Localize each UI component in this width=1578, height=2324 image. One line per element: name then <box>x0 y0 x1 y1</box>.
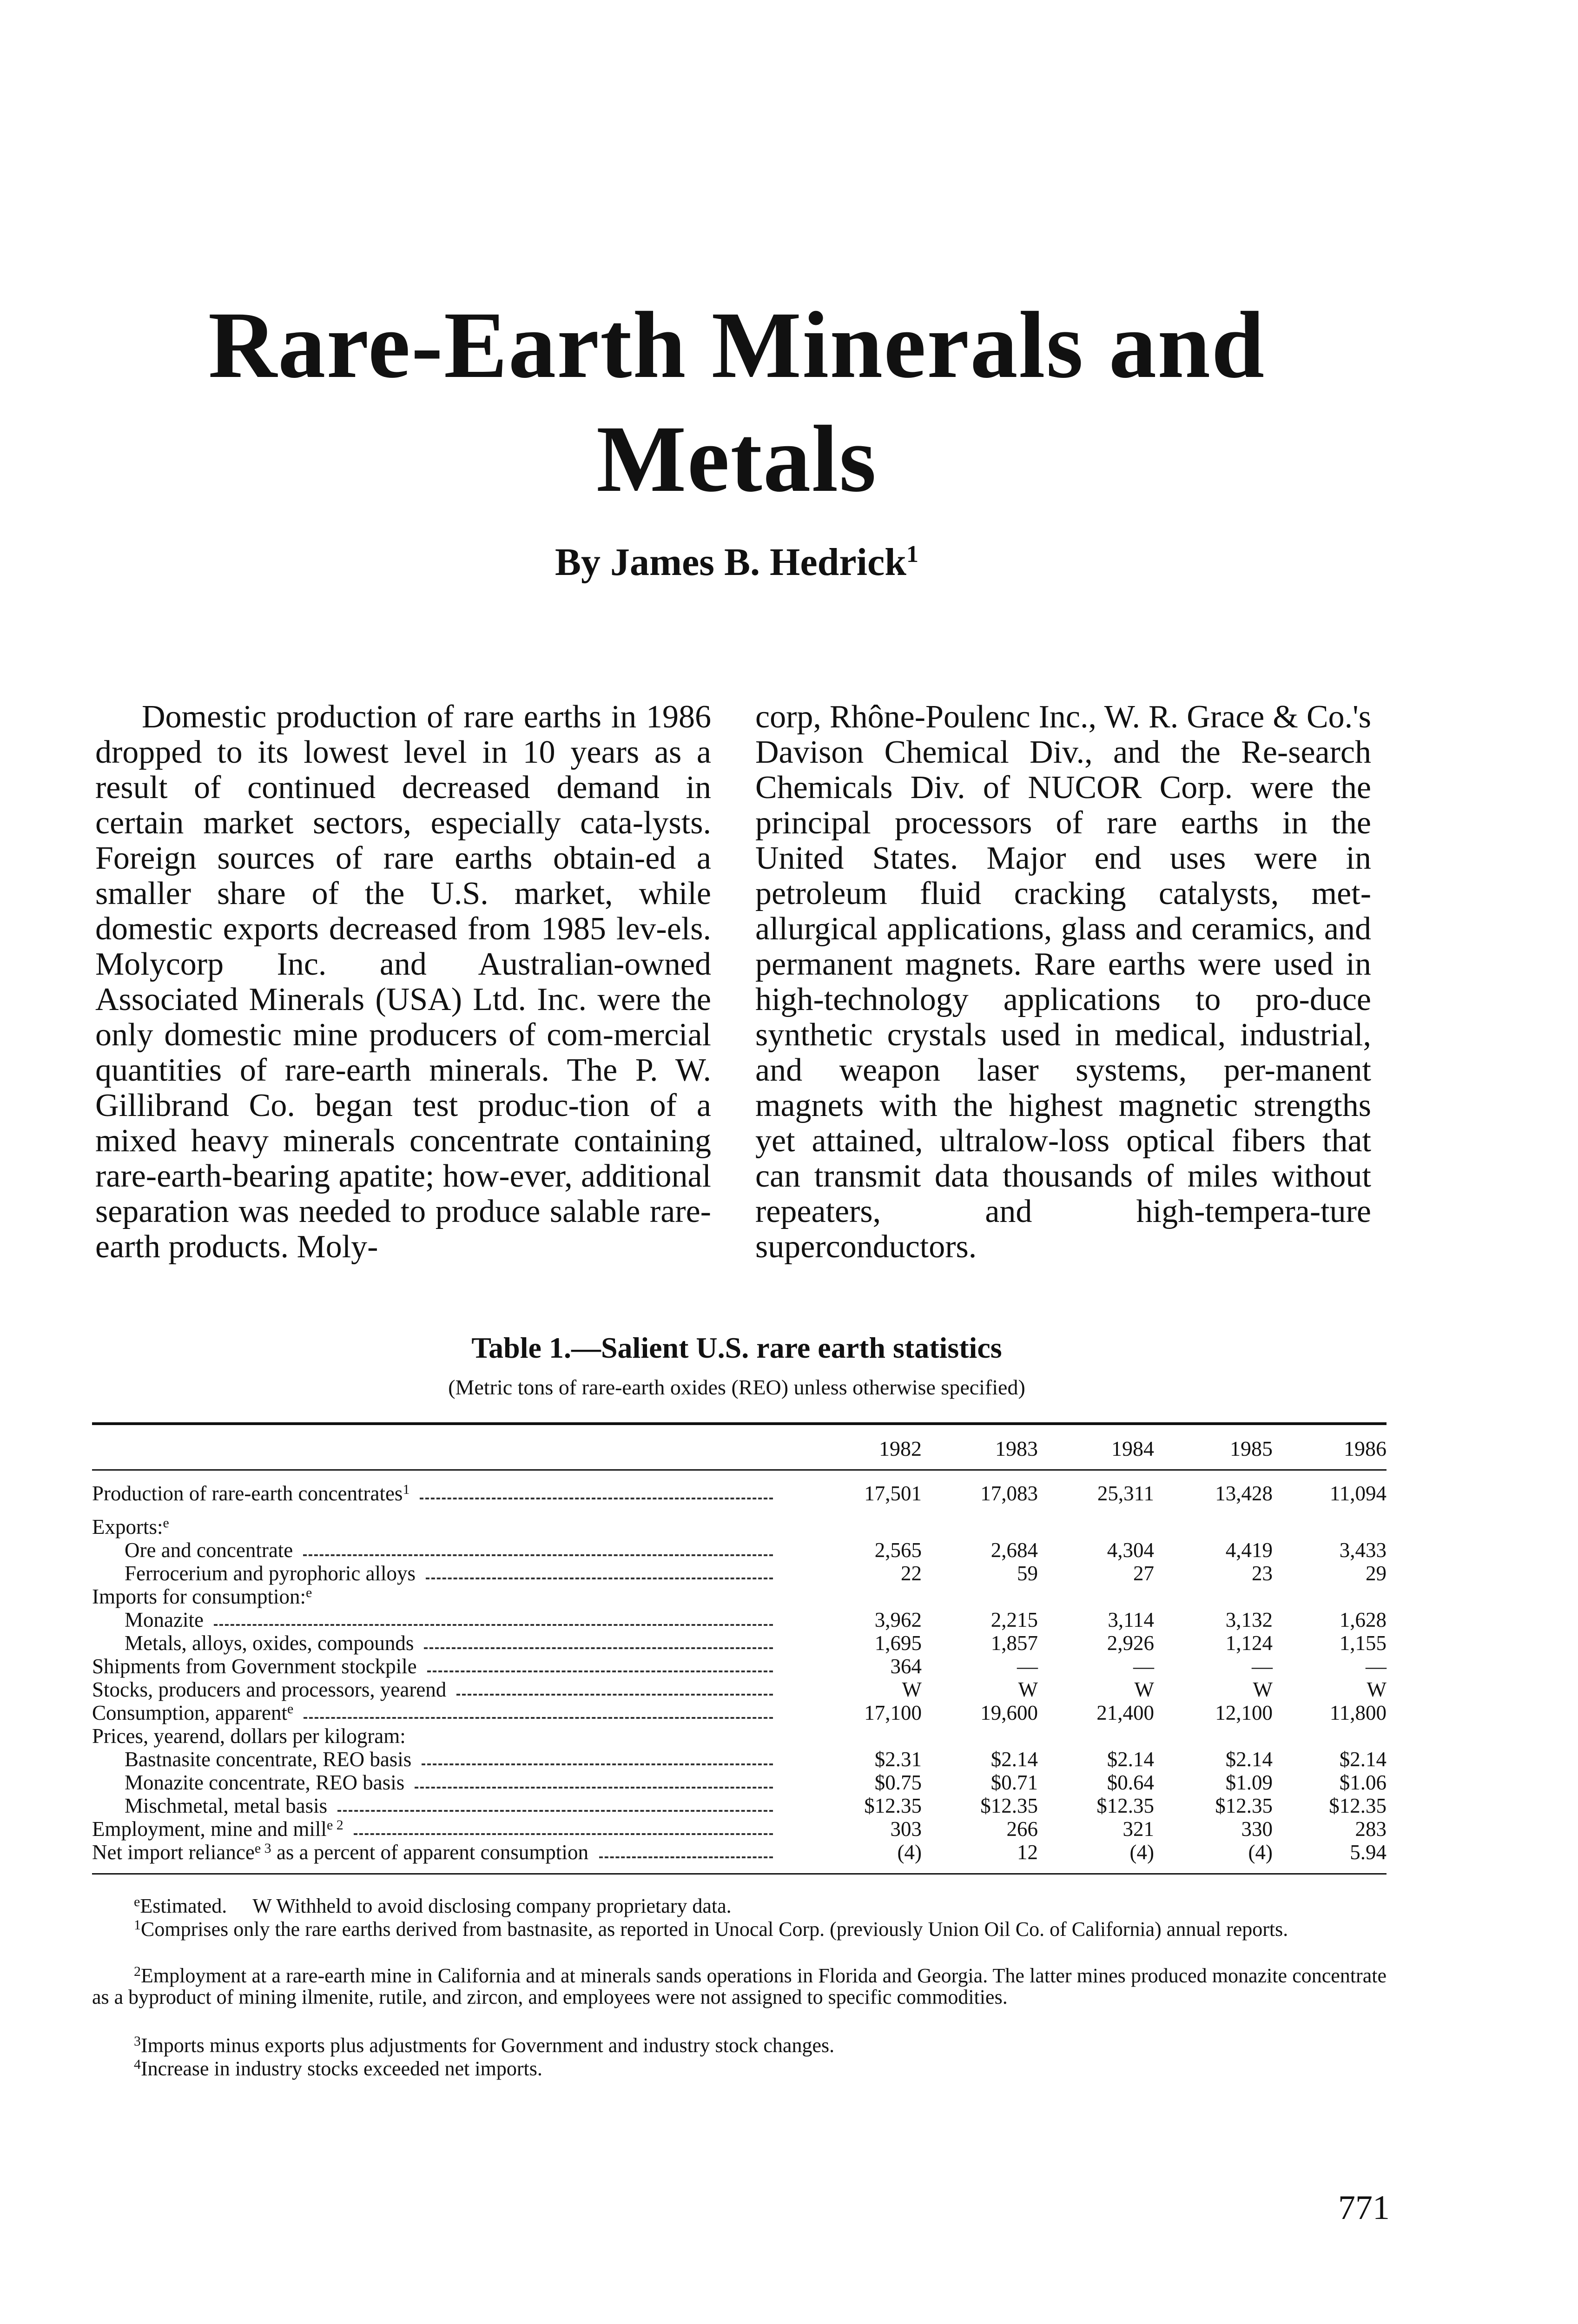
row-label-footnote-mark: e 2 <box>326 1817 343 1833</box>
table-cell: 1,857 <box>990 1631 1038 1655</box>
table-cell: W <box>902 1678 922 1701</box>
table-row <box>92 1701 1387 1724</box>
row-leader <box>424 1647 773 1649</box>
table-cell: W <box>1253 1678 1273 1701</box>
table-cell: W <box>1134 1678 1154 1701</box>
table-cell: 2,684 <box>990 1538 1038 1562</box>
table-cell: $1.09 <box>1225 1771 1273 1794</box>
table-cell: $2.31 <box>874 1748 922 1771</box>
row-leader <box>427 1670 773 1672</box>
row-leader <box>426 1578 773 1579</box>
table-cell: 3,962 <box>874 1608 922 1631</box>
table-cell: 1,695 <box>874 1631 922 1655</box>
table-row <box>92 1794 1387 1817</box>
table-cell: 17,100 <box>864 1701 922 1724</box>
footnote-text: W Withheld to avoid disclosing company proprietary data. <box>252 1895 732 1917</box>
row-label-text: Bastnasite concentrate, REO basis <box>125 1748 412 1771</box>
table-cell: $1.06 <box>1339 1771 1387 1794</box>
row-label <box>92 1655 778 1678</box>
footnote-estimated <box>92 1895 1387 1917</box>
author-byline <box>0 539 1473 586</box>
table-cell: $0.64 <box>1107 1771 1154 1794</box>
table-cell: — <box>1252 1655 1273 1678</box>
table-cell: $0.75 <box>874 1771 922 1794</box>
row-label-text: Mischmetal, metal basis <box>125 1794 328 1817</box>
table-cell: 59 <box>1017 1562 1038 1585</box>
table-header-year: 1985 <box>1230 1437 1273 1460</box>
row-label <box>92 1562 778 1585</box>
footnote-text: Comprises only the rare earths derived from bastnasite, as reported in Unocal Corp. (previously Union Oil Co. of California) annual reports. <box>141 1918 1288 1941</box>
table-cell: 19,600 <box>980 1701 1038 1724</box>
row-label-text: Stocks, producers and processors, yearend <box>92 1678 447 1701</box>
table-row <box>92 1771 1387 1794</box>
table-top-rule <box>92 1422 1387 1425</box>
table-cell: 11,094 <box>1329 1482 1387 1505</box>
table-cell: 330 <box>1241 1817 1273 1841</box>
row-label-text: Employment, mine and mill <box>92 1817 327 1841</box>
row-label-text: Monazite <box>125 1608 204 1631</box>
table-cell: 17,083 <box>980 1482 1038 1505</box>
row-leader <box>304 1717 773 1719</box>
table-cell: $12.35 <box>1329 1794 1387 1817</box>
table-cell: 364 <box>890 1655 922 1678</box>
row-leader <box>354 1833 773 1835</box>
table-row <box>92 1724 1387 1748</box>
table-header-year: 1982 <box>879 1437 922 1460</box>
footnote-3 <box>92 2035 1387 2056</box>
table-cell: $12.35 <box>980 1794 1038 1817</box>
row-label <box>92 1538 778 1562</box>
row-leader <box>214 1624 773 1626</box>
row-leader <box>420 1498 773 1499</box>
table-cell: 25,311 <box>1097 1482 1154 1505</box>
table-cell: 1,155 <box>1339 1631 1387 1655</box>
row-label <box>92 1817 778 1841</box>
table-cell: (4) <box>897 1841 922 1864</box>
table-row <box>92 1562 1387 1585</box>
table-cell: $12.35 <box>1096 1794 1154 1817</box>
table-cell: 266 <box>1006 1817 1038 1841</box>
row-label <box>92 1515 778 1538</box>
footnote-mark: 2 <box>134 1964 141 1979</box>
author-name: By James B. Hedrick <box>555 541 906 584</box>
row-label-text: Monazite concentrate, REO basis <box>125 1771 405 1794</box>
table-cell: 13,428 <box>1215 1482 1273 1505</box>
footnote-text: Estimated. <box>140 1895 227 1917</box>
table-row <box>92 1482 1387 1505</box>
row-label <box>92 1724 778 1748</box>
table-cell: 3,132 <box>1225 1608 1273 1631</box>
table-cell: (4) <box>1129 1841 1154 1864</box>
row-label-text: Net import reliance <box>92 1841 255 1864</box>
table-cell: W <box>1367 1678 1387 1701</box>
table-cell: 2,926 <box>1107 1631 1154 1655</box>
table-cell: $12.35 <box>1215 1794 1273 1817</box>
table-bottom-rule <box>92 1873 1387 1875</box>
table-cell: $0.71 <box>990 1771 1038 1794</box>
table-cell: 4,419 <box>1225 1538 1273 1562</box>
row-label <box>92 1678 778 1701</box>
footnote-4 <box>92 2058 1387 2080</box>
row-leader <box>415 1787 773 1789</box>
table-cell: 27 <box>1133 1562 1154 1585</box>
table-row <box>92 1515 1387 1538</box>
table-cell: 12,100 <box>1215 1701 1273 1724</box>
row-label-footnote-mark: e <box>305 1585 312 1600</box>
table-row <box>92 1538 1387 1562</box>
table-cell: — <box>1017 1655 1038 1678</box>
footnote-text: Increase in industry stocks exceeded net imports. <box>141 2057 542 2080</box>
table-cell: $12.35 <box>864 1794 922 1817</box>
table-cell: 29 <box>1366 1562 1387 1585</box>
table-row <box>92 1631 1387 1655</box>
table-row <box>92 1655 1387 1678</box>
table-cell: $2.14 <box>1225 1748 1273 1771</box>
row-label-text: Exports: <box>92 1515 163 1538</box>
table-row <box>92 1608 1387 1631</box>
row-label-footnote-mark: 1 <box>403 1482 410 1497</box>
row-label-text: Prices, yearend, dollars per kilogram: <box>92 1724 406 1748</box>
row-label-footnote-mark: e 3 <box>254 1841 271 1856</box>
table-row <box>92 1585 1387 1608</box>
table-cell: 2,565 <box>874 1538 922 1562</box>
table-cell: W <box>1018 1678 1038 1701</box>
row-label <box>92 1631 778 1655</box>
table-cell: 3,433 <box>1339 1538 1387 1562</box>
row-label-text: Consumption, apparent <box>92 1701 287 1724</box>
row-label <box>92 1771 778 1794</box>
table-row <box>92 1748 1387 1771</box>
row-leader <box>303 1554 773 1556</box>
row-label <box>92 1585 778 1608</box>
row-label-text: Shipments from Government stockpile <box>92 1655 417 1678</box>
table-cell: $2.14 <box>1107 1748 1154 1771</box>
author-footnote-mark: 1 <box>906 541 918 568</box>
table-header-year: 1984 <box>1111 1437 1154 1460</box>
row-label-footnote-mark: e <box>163 1515 169 1531</box>
table-cell: 11,800 <box>1329 1701 1387 1724</box>
table-title: Table 1.—Salient U.S. rare earth statistics <box>471 1331 1002 1364</box>
footnote-mark: 4 <box>134 2057 141 2072</box>
footnote-mark: 1 <box>134 1917 141 1933</box>
footnote-2 <box>92 1965 1387 2008</box>
row-label <box>92 1701 778 1724</box>
table-row <box>92 1841 1387 1864</box>
article-title <box>0 288 1473 516</box>
table-cell: 321 <box>1122 1817 1154 1841</box>
table-cell: 1,124 <box>1225 1631 1273 1655</box>
row-label-text: Ferrocerium and pyrophoric alloys <box>125 1562 416 1585</box>
table-header-year: 1983 <box>995 1437 1038 1460</box>
row-label <box>92 1841 778 1864</box>
table-cell: $2.14 <box>1339 1748 1387 1771</box>
row-label-suffix: as a percent of apparent consumption <box>276 1841 588 1864</box>
table-row <box>92 1678 1387 1701</box>
row-leader <box>337 1810 773 1812</box>
footnote-mark: 3 <box>134 2034 141 2049</box>
row-leader <box>422 1763 773 1765</box>
body-column-left: Domestic production of rare earths in 1986 dropped to its lowest level in 10 years as a result of continued decreased demand in certain market sectors, especially cata-lysts. Foreign sources of rare earths obtain-ed a smaller share of the U.S. market, while domestic exports decreased from 1985 lev-els. Molycorp Inc. and Australian-owned Associated Minerals (USA) Ltd. Inc. were the only domestic mine producers of com-mercial quantities of rare-earth minerals. The P. W. Gillibrand Co. began test produc-tion of a mixed heavy minerals concentrate containing rare-earth-bearing apatite; how-ever, additional separation was needed to produce salable rare-earth products. Moly- <box>95 699 711 1265</box>
row-label <box>92 1608 778 1631</box>
table-header <box>92 1433 1387 1465</box>
table-body <box>92 1482 1387 1864</box>
table-subtitle: (Metric tons of rare-earth oxides (REO) unless otherwise specified) <box>448 1375 1025 1399</box>
row-leader <box>456 1694 773 1696</box>
table-cell: 12 <box>1017 1841 1038 1864</box>
table-header-rule <box>92 1469 1387 1471</box>
table-cell: 22 <box>901 1562 922 1585</box>
row-leader <box>599 1856 773 1858</box>
table-cell: 4,304 <box>1107 1538 1154 1562</box>
row-label-text: Ore and concentrate <box>125 1538 293 1562</box>
footnote-1 <box>92 1919 1387 1940</box>
table-cell: 23 <box>1252 1562 1273 1585</box>
row-label <box>92 1482 778 1505</box>
row-label-footnote-mark: e <box>287 1701 294 1717</box>
table-cell: 2,215 <box>990 1608 1038 1631</box>
row-label-text: Metals, alloys, oxides, compounds <box>125 1631 414 1655</box>
table-cell: 283 <box>1355 1817 1387 1841</box>
row-label-text: Imports for consumption: <box>92 1585 306 1608</box>
footnote-mark: e <box>134 1894 140 1909</box>
table-cell: 303 <box>890 1817 922 1841</box>
row-label <box>92 1748 778 1771</box>
table-cell: 17,501 <box>864 1482 922 1505</box>
table-cell: $2.14 <box>990 1748 1038 1771</box>
page-number: 771 <box>1338 2189 1390 2227</box>
body-column-right: corp, Rhône-Poulenc Inc., W. R. Grace & Co.'s Davison Chemical Div., and the Re-search Chemicals Div. of NUCOR Corp. were the principal processors of rare earths in the United States. Major end uses were in petroleum fluid cracking catalysts, met-allurgical applications, glass and ceramics, and permanent magnets. Rare earths were used in high-technology applications to pro-duce synthetic crystals used in medical, industrial, and weapon laser systems, per-manent magnets with the highest magnetic strengths yet attained, ultralow-loss optical fibers that can transmit data thousands of miles without repeaters, and high-tempera-ture superconductors. <box>755 699 1371 1265</box>
table-cell: 21,400 <box>1096 1701 1154 1724</box>
table-cell: 5.94 <box>1350 1841 1387 1864</box>
article-title-line-2: Metals <box>596 406 877 512</box>
footnote-text: Imports minus exports plus adjustments for Government and industry stock changes. <box>141 2034 835 2057</box>
table-header-year: 1986 <box>1344 1437 1387 1460</box>
row-label-text: Production of rare-earth concentrates <box>92 1482 403 1505</box>
table-row <box>92 1817 1387 1841</box>
row-label <box>92 1794 778 1817</box>
table-cell: — <box>1133 1655 1154 1678</box>
table-cell: 3,114 <box>1108 1608 1154 1631</box>
article-title-line-1: Rare-Earth Minerals and <box>208 292 1266 398</box>
footnote-text: Employment at a rare-earth mine in California and at minerals sands operations in Florida and Georgia. The latter mines produced monazite concentrate as a byproduct of mining ilmenite, rutile, and zircon, and employees were not assigned to specific commodities. <box>92 1964 1387 2008</box>
table-cell: (4) <box>1248 1841 1273 1864</box>
table-cell: — <box>1366 1655 1387 1678</box>
table-cell: 1,628 <box>1339 1608 1387 1631</box>
